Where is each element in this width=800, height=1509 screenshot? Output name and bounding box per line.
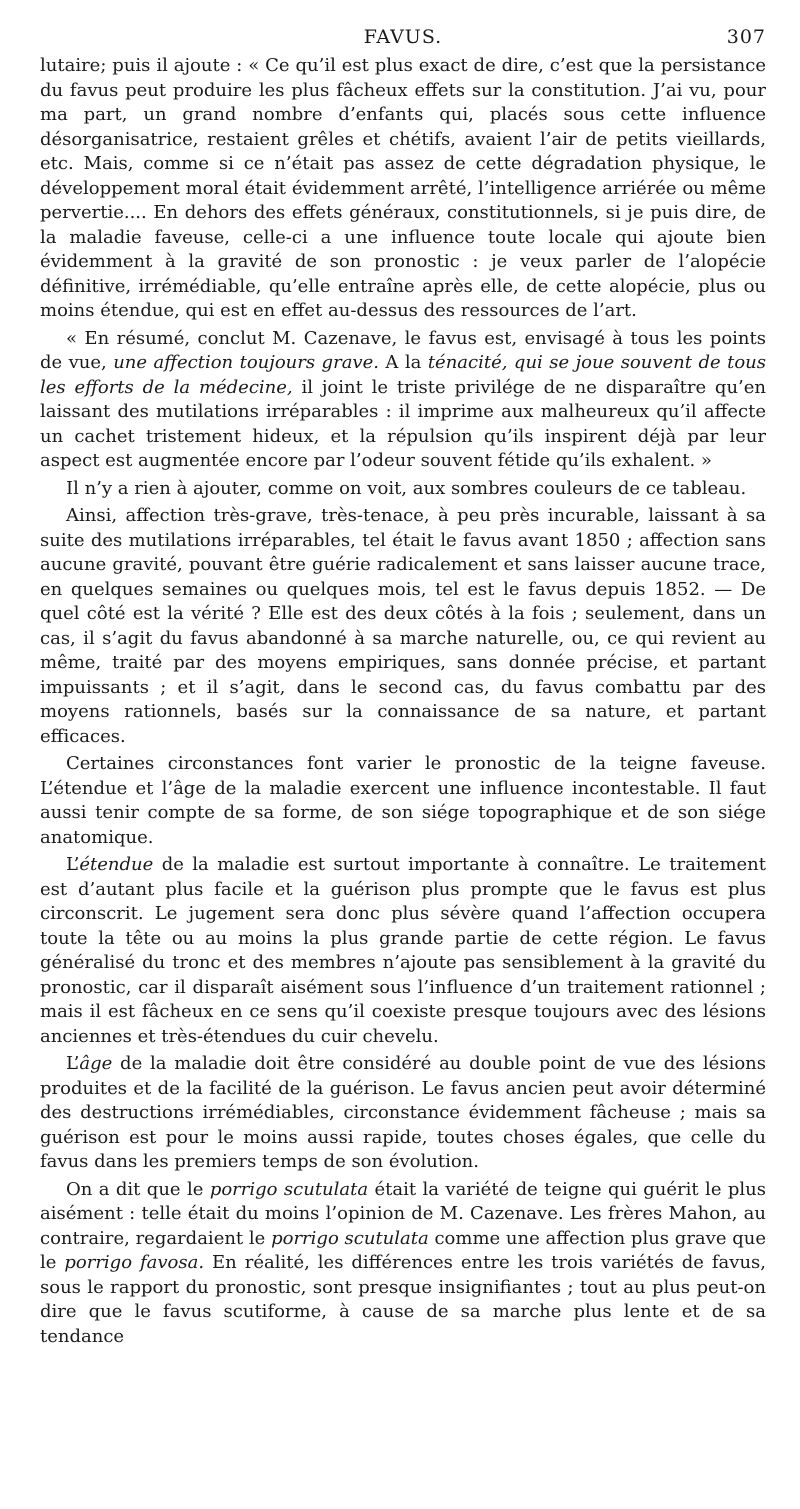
text-run: En réalité, les différences entre les trois variétés de favus, sous le rapport du pronostic, sont presque insignifiantes ; tout au plus peut-on dire que le favus scutiforme, à cause de sa marche plus lente et de sa tendance (40, 1252, 766, 1347)
italic-text: porrigo favosa. (64, 1252, 205, 1273)
book-page (40, 26, 766, 1349)
text-run: On a dit que le (66, 1178, 210, 1200)
page-number: 307 (726, 26, 766, 48)
paragraph (40, 54, 766, 324)
italic-text: porrigo scutulata (271, 1227, 429, 1249)
italic-text: étendue (79, 854, 154, 875)
text-run: « En résumé, conclut M. Cazenave, le favus est, envisagé à tous les points de vue, (40, 327, 766, 373)
text-run: Ainsi, affection très-grave, très-tenace, à peu près incurable, laissant à sa suite des mutilations irréparables, tel était le favus avant 1850 ; affection sans aucune gravité, pouvant être guérie radicalement et sans laisser aucune trace, en quelques semaines ou quelques mois, tel est le favus depuis 1852. — De quel côté est la vérité ? Elle est des deux côtés à la fois ; seulement, dans un cas, il s’agit du favus abandonné à sa marche naturelle, ou, ce qui revient au même, traité par des moyens empiriques, sans donnée précise, et partant impuissants ; et il s’agit, dans le second cas, du favus combattu par des moyens rationnels, basés sur la connaissance de sa nature, et partant efficaces. (40, 505, 766, 747)
italic-text: âge (79, 1053, 113, 1074)
running-header (40, 26, 766, 54)
text-run: de la maladie doit être considéré au double point de vue des lésions produites et de la facilité de la guérison. Le favus ancien peut avoir déterminé des destructions irrémédiables, circonstance évidemment fâcheuse ; mais sa guérison est pour le moins aussi rapide, toutes choses égales, que celle du favus dans les premiers temps de son évolution. (40, 1053, 766, 1172)
paragraph (40, 1052, 766, 1175)
text-run: A la (378, 352, 428, 373)
text-run: lutaire; puis il ajoute : « Ce qu’il est plus exact de dire, c’est que la persistance du favus peut produire les plus fâcheux effets sur la constitution. J’ai vu, pour ma part, un grand nombre d’enfants qui, placés sous cette influence désorganisatrice, restaient grêles et chétifs, avaient l’air de petits vieillards, etc. Mais, comme si ce n’était pas assez de cette dégradation physique, le développement moral était évidemment arrêté, l’intelligence arriérée ou même pervertie.... En dehors des effets généraux, constitutionnels, si je puis dire, de la maladie faveuse, celle-ci a une influence toute locale qui ajoute bien évidemment à la gravité de son pronostic : je veux parler de l’alopécie définitive, irrémédiable, qu’elle entraîne après elle, de cette alopécie, plus ou moins étendue, qui est en effet au-dessus des ressources de l’art. (40, 55, 766, 321)
italic-text: ténacité, qui se joue souvent de tous les efforts de la médecine, (40, 352, 766, 398)
paragraph (40, 477, 766, 502)
paragraph (40, 752, 766, 850)
running-title: FAVUS. (363, 26, 443, 48)
text-run: il joint le triste privilége de ne disparaître qu’en laissant des mutilations irréparables : il imprime aux malheureux qu’il affecte un cachet tristement hideux, et la répulsion qu’ils inspirent déjà par leur aspect est augmentée encore par l’odeur souvent fétide qu’ils exhalent. » (40, 376, 767, 471)
text-run: L’ (66, 854, 80, 875)
paragraph (40, 853, 766, 1049)
italic-text: une affection toujours grave. (113, 352, 379, 373)
text-run: était la variété de teigne qui guérit le plus aisément : telle était du moins l’opinion de M. Cazenave. Les frères Mahon, au contraire, regardaient le (40, 1178, 766, 1249)
paragraph (40, 504, 766, 749)
italic-text: porrigo scutulata (209, 1178, 369, 1200)
text-run: L’ (66, 1053, 80, 1074)
text-run: de la maladie est surtout importante à connaître. Le traitement est d’autant plus facile et la guérison plus prompte que le favus est plus circonscrit. Le jugement sera donc plus sévère quand l’affection occupera toute la tête ou au moins la plus grande partie de cette région. Le favus généralisé du tronc et des membres n’ajoute pas sensiblement à la gravité du pronostic, car il disparaît aisément sous l’influence d’un traitement rationnel ; mais il est fâcheux en ce sens qu’il coexiste presque toujours avec des lésions anciennes et très-étendues du cuir chevelu. (40, 854, 766, 1047)
paragraph (40, 327, 766, 474)
paragraph (40, 1178, 766, 1350)
text-run: Il n’y a rien à ajouter, comme on voit, aux sombres couleurs de ce tableau. (66, 477, 747, 499)
text-run: comme une affection plus grave que le (40, 1227, 766, 1273)
body-text (40, 54, 766, 1349)
text-run: Certaines circonstances font varier le pronostic de la teigne faveuse. L’étendue et l’âge de la maladie exercent une influence incontestable. Il faut aussi tenir compte de sa forme, de son siége topographique et de son siége anatomique. (40, 753, 766, 848)
